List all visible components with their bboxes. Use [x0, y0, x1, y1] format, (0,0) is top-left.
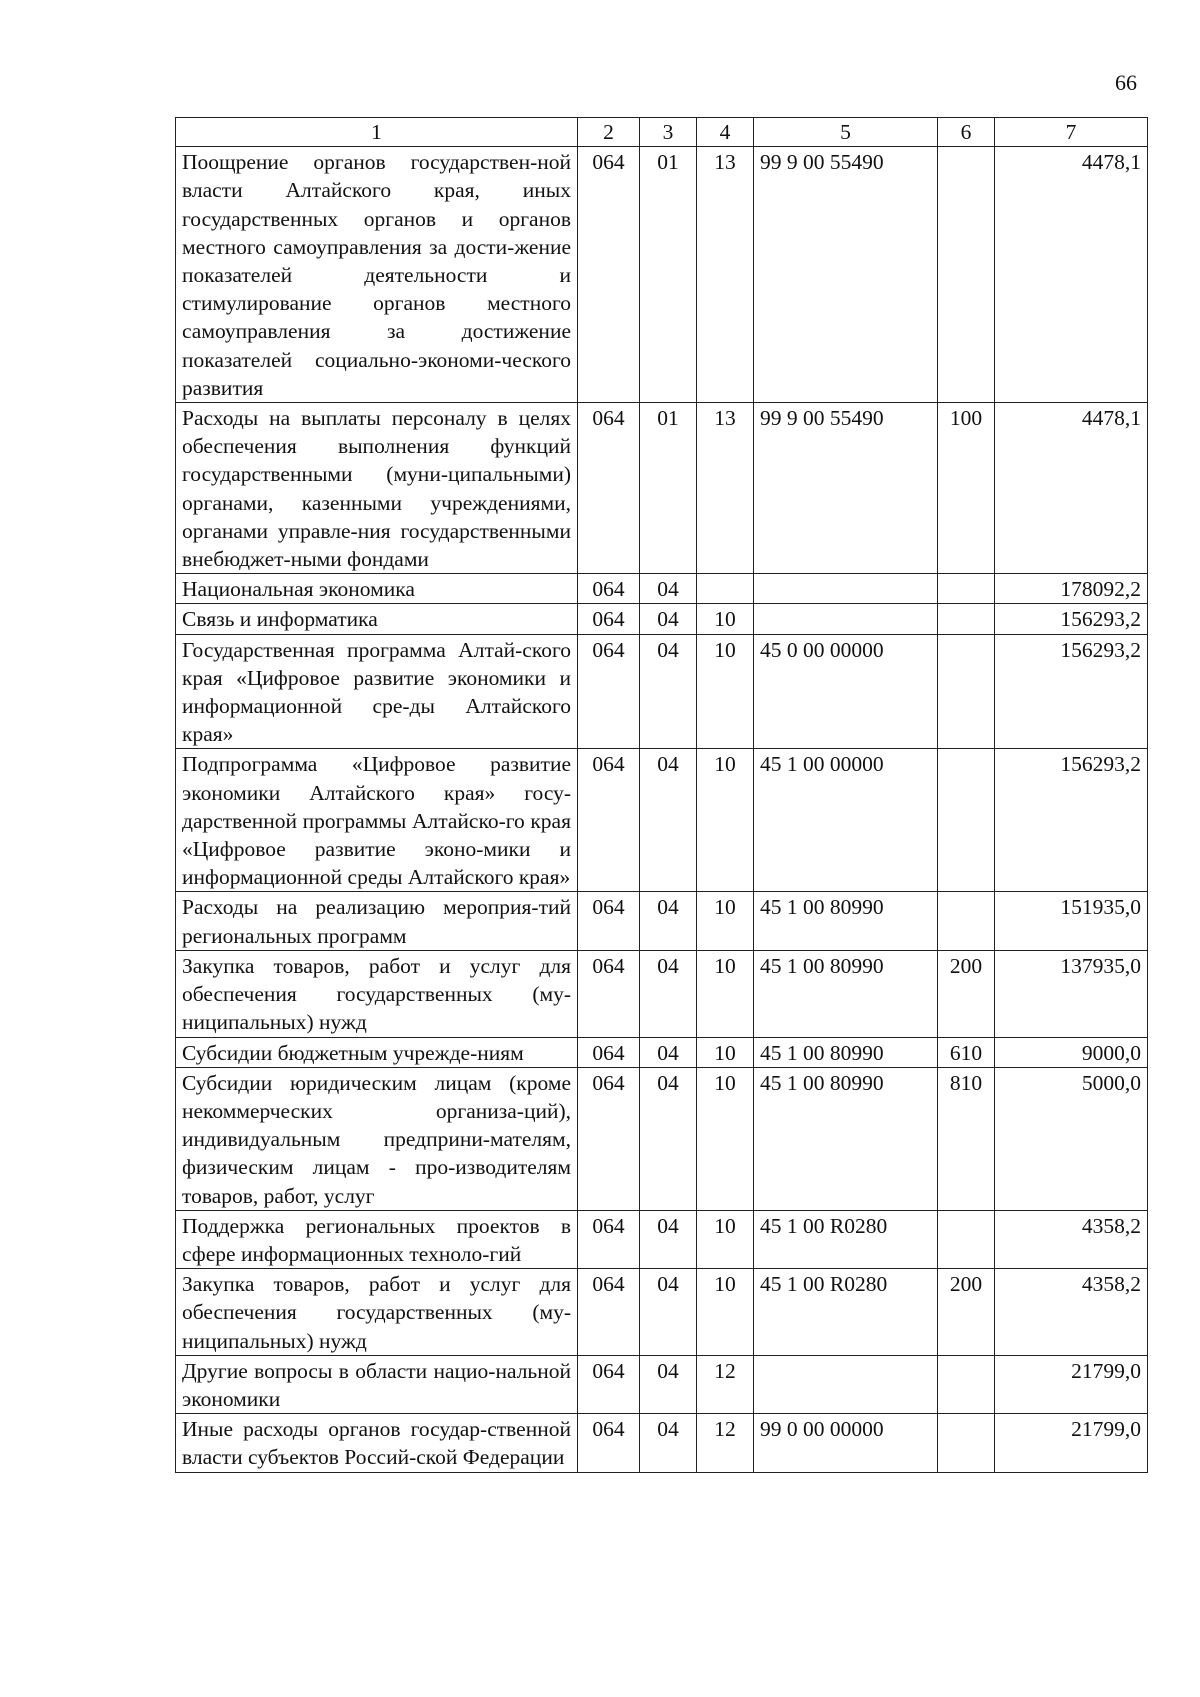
row-expense-type-cell — [938, 1355, 995, 1413]
row-section-code-cell: 04 — [640, 604, 697, 634]
row-ved-code-cell: 064 — [578, 604, 640, 634]
header-col-5: 5 — [754, 118, 938, 147]
row-section-code-cell: 04 — [640, 1355, 697, 1413]
table-row — [176, 1067, 1148, 1210]
row-ved-code-cell: 064 — [578, 147, 640, 403]
row-subsection-code-cell: 12 — [697, 1355, 754, 1413]
row-name-cell: Поддержка региональных проектов в сфере информационных техноло-гий — [176, 1210, 578, 1268]
row-amount-cell: 4478,1 — [995, 403, 1148, 574]
row-target-article-cell: 99 9 00 55490 — [754, 403, 938, 574]
row-section-code-cell: 04 — [640, 1037, 697, 1067]
row-subsection-code-cell — [697, 574, 754, 604]
row-amount-cell: 151935,0 — [995, 892, 1148, 950]
row-expense-type-cell: 610 — [938, 1037, 995, 1067]
table-header-row — [176, 118, 1148, 147]
header-col-4: 4 — [697, 118, 754, 147]
row-subsection-code-cell: 13 — [697, 147, 754, 403]
row-name-cell: Закупка товаров, работ и услуг для обеспечения государственных (му-ниципальных) нужд — [176, 950, 578, 1037]
row-ved-code-cell: 064 — [578, 403, 640, 574]
row-name-cell: Другие вопросы в области нацио-нальной экономики — [176, 1355, 578, 1413]
table-row — [176, 604, 1148, 634]
row-name-cell: Государственная программа Алтай-ского края «Цифровое развитие экономики и информационной сре-ды Алтайского края» — [176, 634, 578, 749]
row-subsection-code-cell: 10 — [697, 950, 754, 1037]
row-amount-cell: 21799,0 — [995, 1414, 1148, 1472]
row-subsection-code-cell: 10 — [697, 1210, 754, 1268]
row-amount-cell: 178092,2 — [995, 574, 1148, 604]
header-col-2: 2 — [578, 118, 640, 147]
row-amount-cell: 156293,2 — [995, 749, 1148, 892]
row-ved-code-cell: 064 — [578, 1269, 640, 1356]
row-target-article-cell: 45 0 00 00000 — [754, 634, 938, 749]
table-row — [176, 1414, 1148, 1472]
row-amount-cell: 21799,0 — [995, 1355, 1148, 1413]
row-target-article-cell: 45 1 00 00000 — [754, 749, 938, 892]
row-expense-type-cell — [938, 147, 995, 403]
row-subsection-code-cell: 13 — [697, 403, 754, 574]
row-amount-cell: 4358,2 — [995, 1210, 1148, 1268]
row-amount-cell: 9000,0 — [995, 1037, 1148, 1067]
row-amount-cell: 4478,1 — [995, 147, 1148, 403]
row-name-cell: Расходы на выплаты персоналу в целях обеспечения выполнения функций государственными (муни-ципальными) органами, казенными учреждениями, органами управле-ния государственными внебюджет-ными фондами — [176, 403, 578, 574]
row-subsection-code-cell: 12 — [697, 1414, 754, 1472]
table-row — [176, 403, 1148, 574]
row-target-article-cell: 45 1 00 R0280 — [754, 1210, 938, 1268]
row-section-code-cell: 04 — [640, 574, 697, 604]
row-ved-code-cell: 064 — [578, 1067, 640, 1210]
row-ved-code-cell: 064 — [578, 892, 640, 950]
table-row — [176, 1355, 1148, 1413]
row-expense-type-cell: 200 — [938, 1269, 995, 1356]
header-col-3: 3 — [640, 118, 697, 147]
table-row — [176, 147, 1148, 403]
row-target-article-cell: 45 1 00 80990 — [754, 950, 938, 1037]
row-expense-type-cell: 200 — [938, 950, 995, 1037]
row-ved-code-cell: 064 — [578, 950, 640, 1037]
table-row — [176, 1037, 1148, 1067]
table-row — [176, 1210, 1148, 1268]
row-name-cell: Закупка товаров, работ и услуг для обеспечения государственных (му-ниципальных) нужд — [176, 1269, 578, 1356]
row-expense-type-cell — [938, 1210, 995, 1268]
row-name-cell: Поощрение органов государствен-ной власти Алтайского края, иных государственных органов и органов местного самоуправления за дости-жение показателей деятельности и стимулирование органов местного самоуправления за достижение показателей социально-экономи-ческого развития — [176, 147, 578, 403]
row-expense-type-cell — [938, 634, 995, 749]
row-target-article-cell — [754, 604, 938, 634]
table-row — [176, 1269, 1148, 1356]
row-ved-code-cell: 064 — [578, 634, 640, 749]
page-number: 66 — [1115, 70, 1137, 95]
table-row — [176, 749, 1148, 892]
row-section-code-cell: 04 — [640, 1414, 697, 1472]
row-target-article-cell: 99 0 00 00000 — [754, 1414, 938, 1472]
row-expense-type-cell: 100 — [938, 403, 995, 574]
row-section-code-cell: 04 — [640, 634, 697, 749]
row-name-cell: Расходы на реализацию мероприя-тий региональных программ — [176, 892, 578, 950]
row-name-cell: Субсидии бюджетным учрежде-ниям — [176, 1037, 578, 1067]
row-subsection-code-cell: 10 — [697, 1269, 754, 1356]
row-subsection-code-cell: 10 — [697, 1067, 754, 1210]
row-target-article-cell — [754, 1355, 938, 1413]
row-target-article-cell — [754, 574, 938, 604]
row-expense-type-cell — [938, 1414, 995, 1472]
row-ved-code-cell: 064 — [578, 1355, 640, 1413]
row-name-cell: Подпрограмма «Цифровое развитие экономики Алтайского края» госу-дарственной программы Алтайско-го края «Цифровое развитие эконо-мики и информационной среды Алтайского края» — [176, 749, 578, 892]
row-amount-cell: 4358,2 — [995, 1269, 1148, 1356]
table-row — [176, 574, 1148, 604]
row-name-cell: Национальная экономика — [176, 574, 578, 604]
row-target-article-cell: 99 9 00 55490 — [754, 147, 938, 403]
row-ved-code-cell: 064 — [578, 1037, 640, 1067]
row-section-code-cell: 04 — [640, 1210, 697, 1268]
row-expense-type-cell — [938, 574, 995, 604]
row-section-code-cell: 01 — [640, 147, 697, 403]
row-amount-cell: 5000,0 — [995, 1067, 1148, 1210]
table-row — [176, 634, 1148, 749]
row-section-code-cell: 04 — [640, 950, 697, 1037]
row-target-article-cell: 45 1 00 80990 — [754, 1067, 938, 1210]
row-section-code-cell: 04 — [640, 892, 697, 950]
row-name-cell: Иные расходы органов государ-ственной власти субъектов Россий-ской Федерации — [176, 1414, 578, 1472]
row-expense-type-cell: 810 — [938, 1067, 995, 1210]
row-section-code-cell: 04 — [640, 1269, 697, 1356]
row-ved-code-cell: 064 — [578, 749, 640, 892]
budget-table — [175, 117, 1148, 1473]
row-expense-type-cell — [938, 749, 995, 892]
row-expense-type-cell — [938, 892, 995, 950]
row-section-code-cell: 04 — [640, 749, 697, 892]
table-row — [176, 892, 1148, 950]
row-subsection-code-cell: 10 — [697, 892, 754, 950]
row-subsection-code-cell: 10 — [697, 749, 754, 892]
row-target-article-cell: 45 1 00 R0280 — [754, 1269, 938, 1356]
row-target-article-cell: 45 1 00 80990 — [754, 1037, 938, 1067]
row-section-code-cell: 01 — [640, 403, 697, 574]
row-subsection-code-cell: 10 — [697, 604, 754, 634]
header-col-1: 1 — [176, 118, 578, 147]
row-amount-cell: 137935,0 — [995, 950, 1148, 1037]
row-ved-code-cell: 064 — [578, 1210, 640, 1268]
row-subsection-code-cell: 10 — [697, 634, 754, 749]
row-ved-code-cell: 064 — [578, 574, 640, 604]
header-col-6: 6 — [938, 118, 995, 147]
row-name-cell: Субсидии юридическим лицам (кроме некоммерческих организа-ций), индивидуальным предприни-мателям, физическим лицам - про-изводителям товаров, работ, услуг — [176, 1067, 578, 1210]
row-target-article-cell: 45 1 00 80990 — [754, 892, 938, 950]
row-subsection-code-cell: 10 — [697, 1037, 754, 1067]
table-row — [176, 950, 1148, 1037]
row-expense-type-cell — [938, 604, 995, 634]
row-name-cell: Связь и информатика — [176, 604, 578, 634]
row-ved-code-cell: 064 — [578, 1414, 640, 1472]
row-amount-cell: 156293,2 — [995, 604, 1148, 634]
row-amount-cell: 156293,2 — [995, 634, 1148, 749]
row-section-code-cell: 04 — [640, 1067, 697, 1210]
header-col-7: 7 — [995, 118, 1148, 147]
